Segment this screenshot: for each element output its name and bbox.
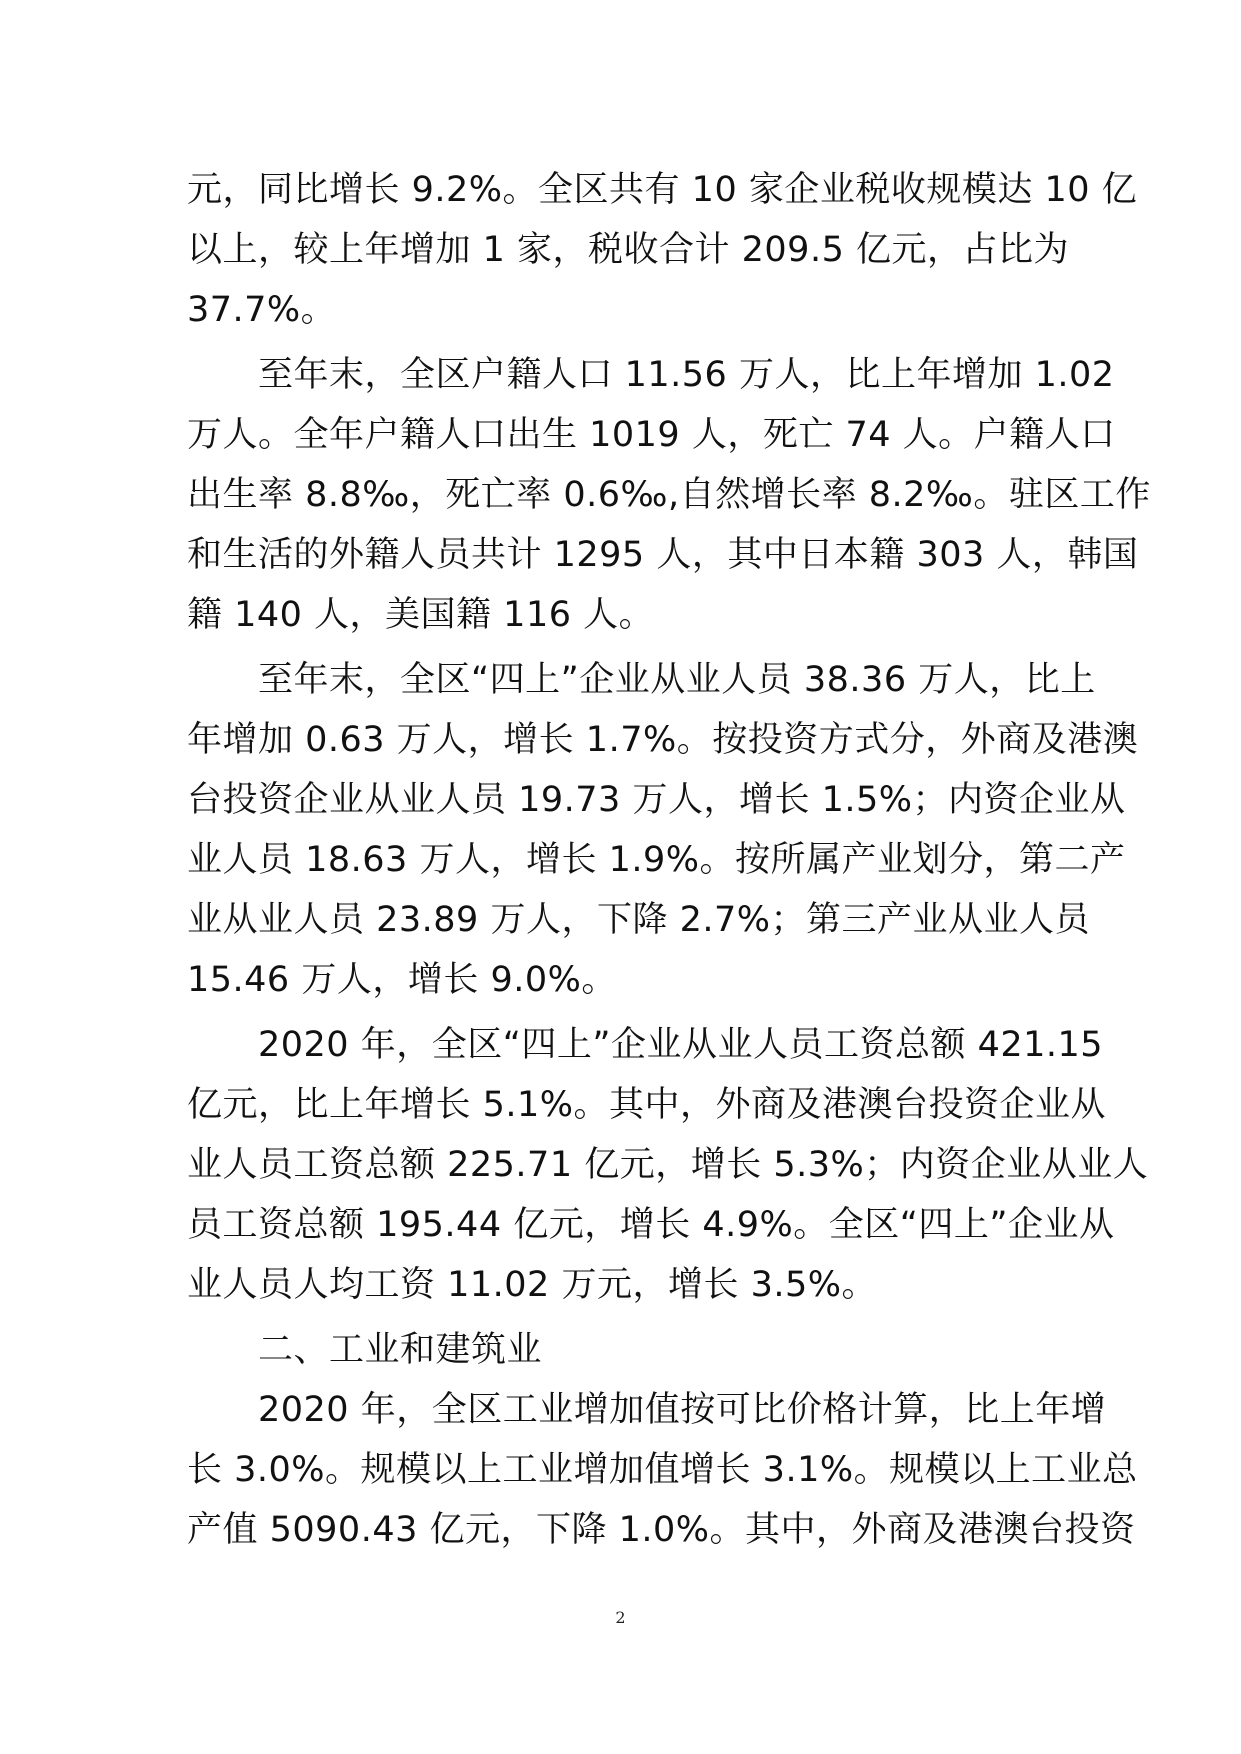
text-line: 以上，较上年增加 1 家，税收合计 209.5 亿元，占比为	[187, 230, 1069, 270]
text-line: 籍 140 人，美国籍 116 人。	[187, 595, 655, 635]
text-line: 至年末，全区“四上”企业从业人员 38.36 万人，比上	[187, 660, 1096, 700]
section-heading: 二、工业和建筑业	[187, 1330, 543, 1370]
text-line: 2020 年，全区工业增加值按可比价格计算，比上年增	[187, 1390, 1107, 1430]
text-line: 2020 年，全区“四上”企业从业人员工资总额 421.15	[187, 1025, 1104, 1065]
text-line: 台投资企业从业人员 19.73 万人，增长 1.5%；内资企业从	[187, 780, 1126, 820]
text-line: 年增加 0.63 万人，增长 1.7%。按投资方式分，外商及港澳	[187, 720, 1139, 760]
text-line: 产值 5090.43 亿元，下降 1.0%。其中，外商及港澳台投资	[187, 1510, 1136, 1550]
text-line: 至年末，全区户籍人口 11.56 万人，比上年增加 1.02	[187, 355, 1115, 395]
text-line: 员工资总额 195.44 亿元，增长 4.9%。全区“四上”企业从	[187, 1205, 1115, 1245]
text-line: 业人员 18.63 万人，增长 1.9%。按所属产业划分，第二产	[187, 840, 1126, 880]
text-line: 亿元，比上年增长 5.1%。其中，外商及港澳台投资企业从	[187, 1085, 1107, 1125]
text-line: 长 3.0%。规模以上工业增加值增长 3.1%。规模以上工业总	[187, 1450, 1138, 1490]
text-line: 37.7%。	[187, 290, 337, 330]
text-line: 业从业人员 23.89 万人，下降 2.7%；第三产业从业人员	[187, 900, 1090, 940]
text-line: 业人员工资总额 225.71 亿元，增长 5.3%；内资企业从业人	[187, 1145, 1149, 1185]
text-line: 元，同比增长 9.2%。全区共有 10 家企业税收规模达 10 亿	[187, 170, 1138, 210]
text-line: 和生活的外籍人员共计 1295 人，其中日本籍 303 人，韩国	[187, 535, 1139, 575]
text-line: 15.46 万人，增长 9.0%。	[187, 960, 617, 1000]
text-line: 业人员人均工资 11.02 万元，增长 3.5%。	[187, 1265, 877, 1305]
text-line: 出生率 8.8‰，死亡率 0.6‰,自然增长率 8.2‰。驻区工作	[187, 475, 1151, 515]
page-number: 2	[615, 1608, 626, 1627]
text-line: 万人。全年户籍人口出生 1019 人，死亡 74 人。户籍人口	[187, 415, 1116, 455]
